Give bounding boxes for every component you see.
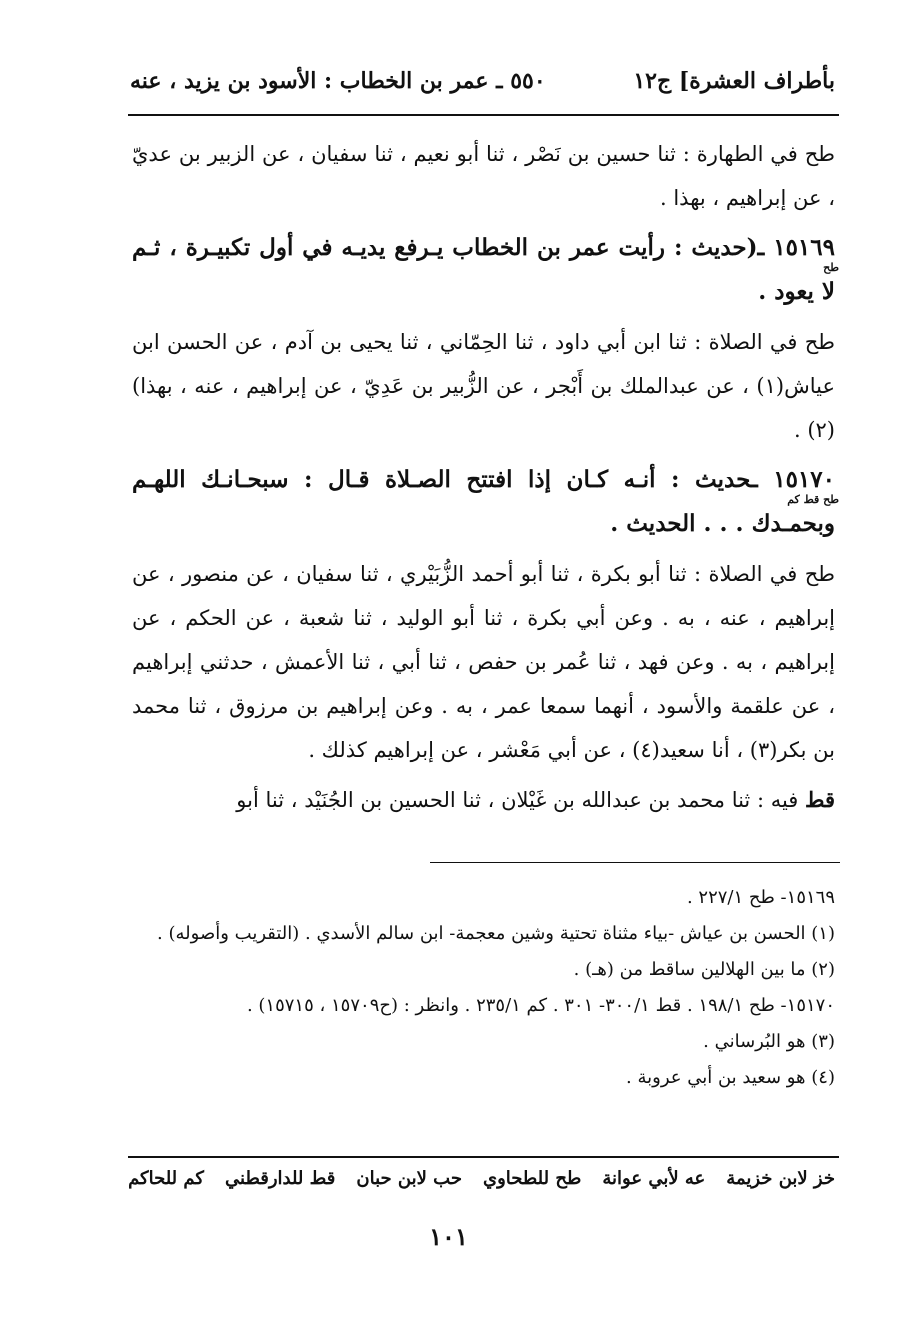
footnote: ١٥١٦٩- طح ٢٢٧/١ . <box>686 887 835 908</box>
hadith-text: ـ(حديث : رأيت عمر بن الخطاب يـرفع يديـه في أول تكبيـرة ، ثـم لا يعود . <box>132 234 835 305</box>
abbreviation: عه لأبي عوانة <box>602 1168 706 1189</box>
footnote: (١) الحسن بن عياش -بياء مثناة تحتية وشين معجمة- ابن سالم الأسدي . (التقريب وأصوله) . <box>157 923 835 944</box>
paragraph-isnad-salat-2: طح في الصلاة : ثنا أبو بكرة ، ثنا أبو أحمد الزُّبَيْري ، ثنا سفيان ، عن منصور ، عن إبراهيم ، عنه ، به . وعن أبي بكرة ، ثنا أبو الوليد ، ثنا شعبة ، عن الحكم ، عن إبراهيم ، به . وعن فهد ، ثنا عُمر بن حفص ، ثنا أبي ، ثنا الأعمش ، حدثني إبراهيم ، عن علقمة والأسود ، أنهما سمعا عمر ، به . وعن إبراهيم بن مرزوق ، ثنا محمد بن بكر(٣) ، أنا سعيد(٤) ، عن أبي مَعْشر ، عن إبراهيم كذلك . <box>132 562 835 762</box>
hadith-text: ـحديث : أنـه كـان إذا افتتح الصـلاة قـال : سبحـانـك اللهـم وبحمـدك . . . الحديث . <box>132 466 835 537</box>
paragraph-isnad-daraqutni <box>132 778 835 822</box>
header-rule <box>128 114 839 116</box>
hadith-number: ١٥١٦٩ <box>773 234 835 261</box>
footnote: (٤) هو سعيد بن أبي عروبة . <box>626 1067 835 1088</box>
footnote: (٢) ما بين الهلالين ساقط من (هـ) . <box>573 959 835 980</box>
footnote: (٣) هو البُرساني . <box>703 1031 835 1052</box>
abbreviation: كم للحاكم <box>128 1168 204 1189</box>
paragraph-isnad-tahara: طح في الطهارة : ثنا حسين بن نَصْر ، ثنا أبو نعيم ، ثنا سفيان ، عن الزبير بن عديّ ، عن إبراهيم ، بهذا . <box>132 142 835 210</box>
page-number: ١٠١ <box>429 1222 468 1251</box>
main-text <box>132 132 839 828</box>
source-tags: طح <box>823 261 839 274</box>
running-header <box>130 60 835 100</box>
footnote-rule <box>430 862 840 863</box>
abbreviations-rule <box>128 1156 839 1158</box>
source-tags: طح قط كم <box>787 493 839 506</box>
header-book-title: بأطراف العشرة] ج١٢ <box>633 68 835 94</box>
header-chapter-title: ٥٥٠ ـ عمر بن الخطاب : الأسود بن يزيد ، عنه <box>130 68 546 94</box>
hadith-15170 <box>132 458 839 546</box>
abbreviation: خز لابن خزيمة <box>726 1168 835 1189</box>
source-label: قط <box>805 787 835 812</box>
hadith-number: ١٥١٧٠ <box>773 466 835 493</box>
abbreviation: قط للدارقطني <box>225 1168 336 1189</box>
footnotes <box>132 880 835 1096</box>
paragraph-isnad-salat-1: طح في الصلاة : ثنا ابن أبي داود ، ثنا الحِمّاني ، ثنا يحيى بن آدم ، عن الحسن ابن عياش(١) ، عن عبدالملك بن أَبْجر ، عن الزُّبير بن عَدِيّ ، عن إبراهيم ، عنه ، بهذا)(٢) . <box>132 330 835 442</box>
abbreviations-key <box>128 1168 835 1189</box>
footnote: ١٥١٧٠- طح ١٩٨/١ . قط ٣٠٠/١- ٣٠١ . كم ٢٣٥/١ . وانظر : (ح١٥٧٠٩ ، ١٥٧١٥) . <box>246 995 835 1016</box>
abbreviation: طح للطحاوي <box>483 1168 582 1189</box>
abbreviation: حب لابن حبان <box>356 1168 462 1189</box>
hadith-15169 <box>132 226 839 314</box>
paragraph-text: فيه : ثنا محمد بن عبدالله بن غَيْلان ، ثنا الحسين بن الجُنَيْد ، ثنا أبو <box>236 788 806 812</box>
